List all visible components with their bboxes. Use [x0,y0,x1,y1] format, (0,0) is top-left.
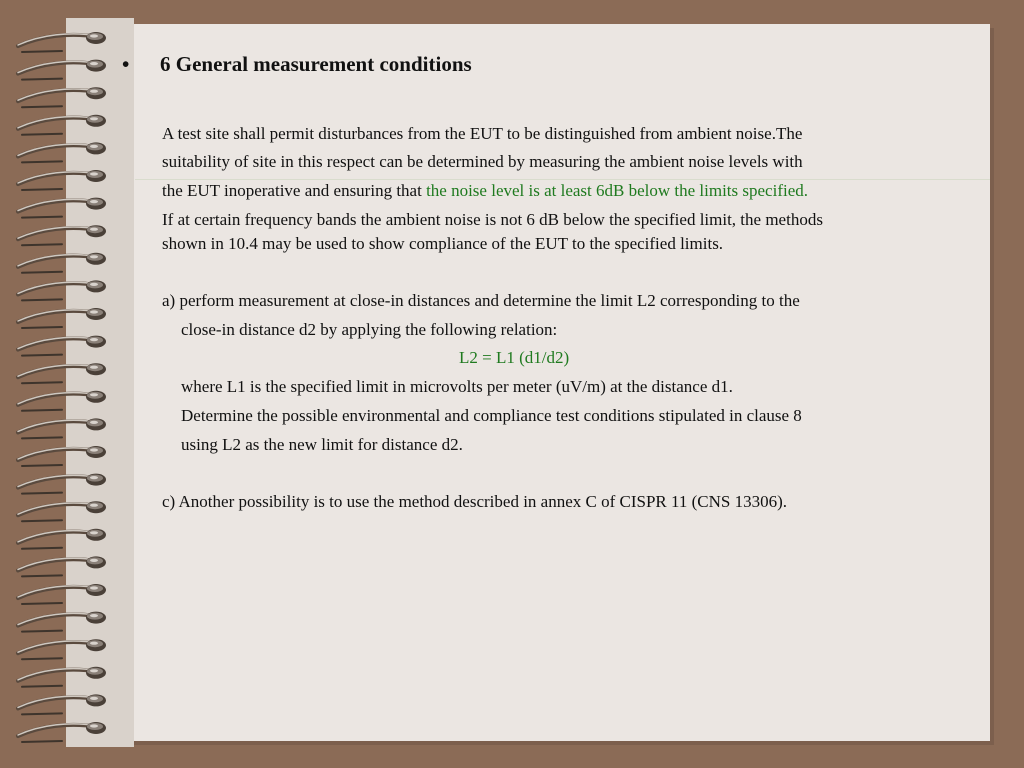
para1-line3-plain: the EUT inoperative and ensuring that [162,181,427,200]
item-a-line1: a) perform measurement at close-in distances and determine the limit L2 corresponding to the [162,291,800,310]
para2-line2: shown in 10.4 may be used to show compliance of the EUT to the specified limits. [162,234,724,253]
para2-line1: If at certain frequency bands the ambient noise is not 6 dB below the specified limit, the methods [162,210,823,229]
item-a-line2: close-in distance d2 by applying the following relation: [181,320,558,339]
bullet: • [122,52,130,76]
highlight-text: the noise level is at least 6dB below the limits specified. [426,181,809,200]
divider-line [135,179,990,180]
formula: L2 = L1 (d1/d2) [459,348,570,367]
item-c-line1: c) Another possibility is to use the method described in annex C of CISPR 11 (CNS 13306). [162,492,788,511]
para1-line1: A test site shall permit disturbances from the EUT to be distinguished from ambient noise.The [162,124,803,143]
item-a-line5: using L2 as the new limit for distance d2. [181,435,463,454]
item-a-line4: Determine the possible environmental and compliance test conditions stipulated in clause 8 [181,406,802,425]
para1-line3 [162,181,808,201]
para1-line2: suitability of site in this respect can be determined by measuring the ambient noise levels with [162,152,803,171]
spiral-binding-icon [0,0,120,768]
slide-title: 6 General measurement conditions [160,52,472,76]
item-a-line3: where L1 is the specified limit in microvolts per meter (uV/m) at the distance d1. [181,377,733,396]
